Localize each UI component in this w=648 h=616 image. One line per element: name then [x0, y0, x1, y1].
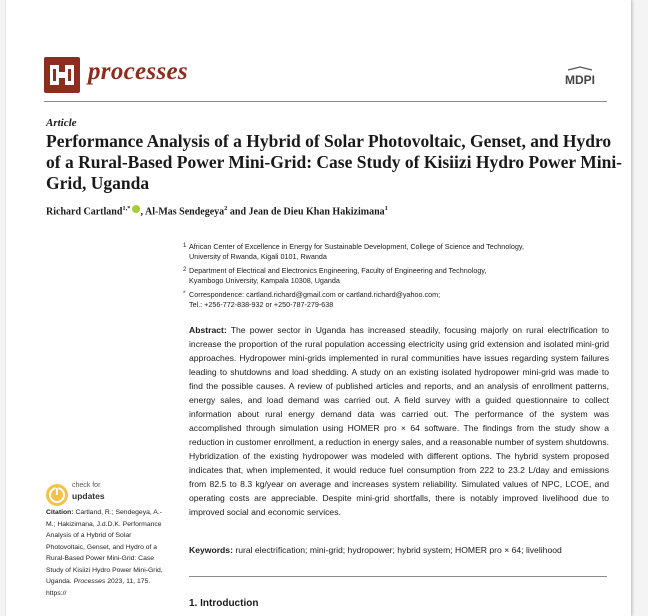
author-sep: , [140, 206, 145, 218]
abstract [189, 323, 609, 519]
affiliation-2 [183, 266, 619, 286]
orcid-icon[interactable] [132, 205, 140, 213]
author-sep: and [227, 206, 249, 218]
affiliation-line: Department of Electrical and Electronics Engineering, Faculty of Engineering and Technology, [189, 266, 487, 275]
correspondence [183, 290, 619, 310]
header-rule [44, 101, 607, 102]
affiliation-mark: 1 [183, 243, 187, 249]
keywords-text: rural electrification; mini-grid; hydropower; hybrid system; HOMER pro × 64; livelihood [235, 545, 562, 555]
mdpi-logo-icon [559, 66, 601, 88]
author-sup: 1,* [122, 205, 131, 212]
affiliation-line: University of Rwanda, Kigali 0101, Rwanda [189, 252, 327, 261]
citation-link[interactable]: https:// [46, 589, 67, 597]
author-list [46, 205, 388, 217]
author-sup: 1 [384, 205, 388, 212]
article-type: Article [46, 117, 77, 129]
citation-journal: Processes [73, 578, 106, 585]
keywords-label: Keywords: [189, 545, 233, 555]
affiliation-line: Kyambogo University, Kampala 10308, Uganda [189, 276, 340, 285]
affiliation-mark: * [183, 291, 186, 297]
keywords [189, 545, 609, 555]
keywords-rule [189, 576, 607, 577]
author-name[interactable]: Richard Cartland [46, 206, 123, 218]
journal-name: processes [88, 58, 188, 85]
abstract-label: Abstract: [189, 325, 227, 335]
journal-logo-icon [44, 57, 80, 93]
section-heading: 1. Introduction [189, 598, 259, 609]
check-updates-label-bold[interactable]: updates [72, 491, 105, 501]
abstract-text: The power sector in Uganda has increased steadily, focusing majorly on rural electrification to increase the proportion of the rural population accessing electricity using grid extension and isolated mini-grid approaches. Hydropower mini-grids implemented in rural communities have issues regarding system failures leading to shutdowns and load shedding. A study on an existing isolated hydropower mini-grid was made to find the possible causes. A review of published articles and reports, and an analysis of enrollment patterns, energy sales, and load demand was carried out. A field survey with a guided questionnaire to collect information about rural energy demand data was carried out. The performance of the system was accomplished through simulation using HOMER pro × 64 software. The findings from the study show a reduction in customer enrollment, a reduction in energy sales, and a reasonable number of system shutdowns. Hybridization of the existing hydropower was modeled with different options. The hybrid system proposed indicates that, when implemented, it would reduce fuel consumption from 222 to 23.2 L/day and emissions from 82.5 to 8.3 kg/year on average and increases system reliability. Simulated values of NPC, LCOE, and operating costs are appreciable. Despite mini-grid shortfalls, there is notably improved livelihood due to improved social and economic services. [189, 325, 610, 517]
author-name[interactable]: Jean de Dieu Khan Hakizimana [248, 206, 385, 218]
svg-text:MDPI: MDPI [565, 73, 595, 87]
affiliation-1 [183, 242, 619, 262]
article-title: Performance Analysis of a Hybrid of Solar Photovoltaic, Genset, and Hydro of a Rural-Based Power Mini-Grid: Case Study of Kisiizi Hydro Power Mini-Grid, Uganda [46, 131, 623, 193]
affiliation-line[interactable]: Correspondence: cartland.richard@gmail.com or cartland.richard@yahoo.com; [189, 290, 441, 299]
author-sup: 2 [224, 205, 228, 212]
check-updates-label[interactable]: check for [72, 482, 101, 489]
citation-text: Cartland, R.; Sendegeya, A.-M.; Hakizimana, J.d.D.K. Performance Analysis of a Hybrid of Solar Photovoltaic, Genset, and Hydro of a Rural-Based Power Mini-Grid: Case Study of Kisiizi Hydro Power Mini-Grid, Uganda. [46, 509, 163, 585]
affiliation-mark: 2 [183, 267, 187, 273]
citation-block [46, 507, 166, 599]
affiliation-line: Tel.: +256-772-838-932 or +250-787-279-638 [189, 300, 334, 309]
affiliation-line: African Center of Excellence in Energy for Sustainable Development, College of Science and Technology, [189, 242, 524, 251]
citation-label: Citation: [46, 509, 74, 516]
author-name[interactable]: Al-Mas Sendegeya [144, 206, 225, 218]
article-page [6, 0, 631, 616]
citation-volume: 2023, 11, 175. [107, 578, 151, 585]
check-updates-icon[interactable] [46, 484, 68, 506]
